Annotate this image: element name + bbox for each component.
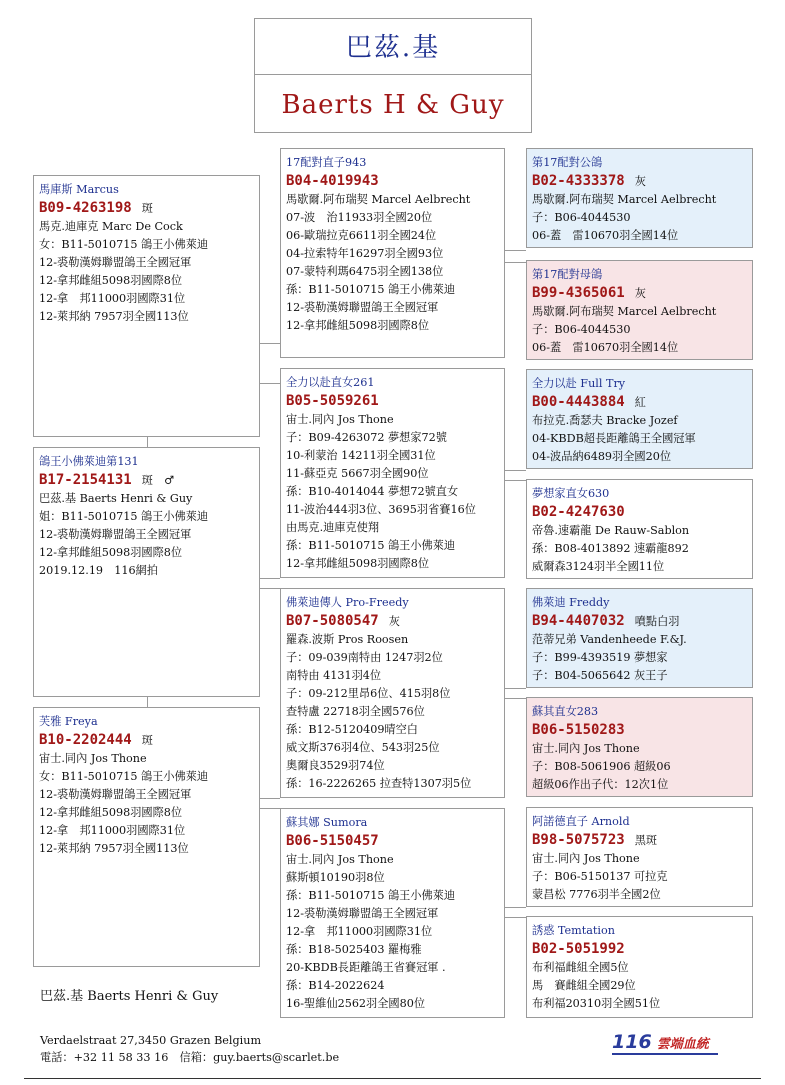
logo-number: 116 [612, 1031, 652, 1053]
info-line: 孫：B08-4013892 速霸龍892 [532, 542, 689, 555]
info-line: 子：B06-5150137 可拉克 [532, 870, 668, 883]
info-line: 馬 賽雌組全國29位 [532, 979, 636, 992]
connector-line [504, 480, 526, 481]
info-line: 馬克.迪庫克 Marc De Cock [39, 220, 183, 233]
info-line: 12-拿邦雌組5098羽國際8位 [286, 319, 430, 332]
ring-number: B99-4365061 [532, 285, 625, 301]
info-line: 宙士.同內 Jos Thone [532, 852, 640, 865]
connector-line [504, 250, 526, 251]
connector-line [259, 578, 280, 579]
ring-number-row [286, 392, 504, 411]
info-line: 07-蒙特利瑪6475羽全國138位 [286, 265, 444, 278]
info-line: 12-裘勒漢姆聯盟鴿王全國冠軍 [39, 528, 192, 541]
color-sex: 灰 [634, 287, 646, 300]
info-line: 巴茲.基 Baerts Henri & Guy [39, 492, 193, 505]
connector-line [259, 808, 280, 809]
bird-name: 佛萊迪傳人 Pro-Freedy [286, 596, 409, 609]
ring-number-row [286, 612, 504, 631]
connector-line [259, 343, 280, 344]
info-line: 羅森.波斯 Pros Roosen [286, 633, 409, 646]
info-line: 20-KBDB長距離鴿王省賽冠軍 . [286, 961, 446, 974]
info-line: 子：B99-4393519 夢想家 [532, 651, 668, 664]
ring-number-row [532, 172, 752, 191]
info-line: 04-KBDB超長距離鴿王全國冠軍 [532, 432, 696, 445]
info-line: 04-波品納6489羽全國20位 [532, 450, 672, 463]
bird-name: 馬庫斯 Marcus [39, 183, 119, 196]
bird-name: 誘惑 Temtation [532, 924, 615, 937]
info-line: 12-裘勒漢姆聯盟鴿王全國冠軍 [286, 301, 439, 314]
info-line: 孫：16-2226265 拉查特1307羽5位 [286, 777, 472, 790]
bird-name: 蘇其直女283 [532, 705, 599, 718]
header-name-en: Baerts H & Guy [281, 90, 505, 120]
info-line: 布利福雌組全國5位 [532, 961, 629, 974]
ring-number-row [39, 731, 259, 750]
info-line: 由馬克.迪庫克使翔 [286, 521, 380, 534]
info-line: 威爾森3124羽半全國11位 [532, 560, 665, 573]
connector-line [504, 470, 526, 471]
color-sex: 斑 [141, 734, 153, 747]
connector-line [504, 262, 526, 263]
connector-line [147, 697, 148, 707]
info-line: 蘇斯頓10190羽8位 [286, 871, 385, 884]
info-line: 蒙昌松 7776羽半全國2位 [532, 888, 661, 901]
color-sex: 紅 [634, 396, 646, 409]
ring-number: B02-5051992 [532, 941, 625, 957]
info-line: 12-拿邦雌組5098羽國際8位 [39, 274, 183, 287]
info-line: 06-歐瑞拉克6611羽全國24位 [286, 229, 437, 242]
ring-number: B02-4247630 [532, 504, 625, 520]
connector-line [504, 688, 526, 689]
info-line: 子：B04-5065642 灰王子 [532, 669, 668, 682]
breeder-name: 巴茲.基 Baerts Henri & Guy [40, 989, 219, 1004]
box-sire [33, 175, 260, 437]
ring-number: B00-4443884 [532, 394, 625, 410]
info-line: 帝魯.速霸龍 De Rauw-Sablon [532, 524, 690, 537]
info-line: 子：B06-4044530 [532, 323, 631, 336]
info-line: 宙士.同內 Jos Thone [286, 413, 394, 426]
color-sex: 灰 [634, 175, 646, 188]
connector-line [504, 917, 526, 918]
ring-number: B07-5080547 [286, 613, 379, 629]
ring-number-row [532, 612, 752, 631]
bird-name: 芙雅 Freya [39, 715, 98, 728]
bird-name: 17配對直子943 [286, 156, 367, 169]
ring-number: B10-2202444 [39, 732, 132, 748]
info-line: 女：B11-5010715 鴿王小佛萊迪 [39, 770, 209, 783]
info-line: 超級06作出子代：12次1位 [532, 778, 669, 791]
connector-line [259, 588, 280, 589]
bird-name: 阿諾德直子 Arnold [532, 815, 630, 828]
info-line: 女：B11-5010715 鴿王小佛萊迪 [39, 238, 209, 251]
info-line: 04-拉索特年16297羽全國93位 [286, 247, 444, 260]
info-line: 孫：B14-2022624 [286, 979, 385, 992]
info-line: 孫：B11-5010715 鴿王小佛萊迪 [286, 889, 456, 902]
ring-number: B05-5059261 [286, 393, 379, 409]
ring-number: B17-2154131 [39, 472, 132, 488]
box-sire-dam-sire [526, 369, 753, 469]
info-line: 11-蘇亞克 5667羽全國90位 [286, 467, 429, 480]
info-line: 南特由 4131羽4位 [286, 669, 382, 682]
connector-line [147, 437, 148, 447]
ring-number: B09-4263198 [39, 200, 132, 216]
connector-line [259, 798, 280, 799]
ring-number: B94-4407032 [532, 613, 625, 629]
ring-number: B02-4333378 [532, 173, 625, 189]
info-line: 2019.12.19 116網拍 [39, 564, 158, 577]
info-line: 子：B09-4263072 夢想家72號 [286, 431, 447, 444]
ring-number-row [286, 832, 504, 851]
info-line: 12-拿邦雌組5098羽國際8位 [286, 557, 430, 570]
info-line: 07-波 治11933羽全國20位 [286, 211, 433, 224]
ring-number-row [532, 940, 752, 959]
logo [612, 1031, 722, 1055]
box-dam-dam-dam [526, 916, 753, 1018]
bird-name: 佛萊迪 Freddy [532, 596, 610, 609]
box-sire-dam [280, 368, 505, 578]
color-sex: 灰 [388, 615, 400, 628]
info-line: 12-裘勒漢姆聯盟鴿王全國冠軍 [39, 256, 192, 269]
color-sex: 斑 [141, 202, 153, 215]
header-name-cn: 巴茲.基 [255, 19, 531, 75]
info-line: 06-蓋 雷10670羽全國14位 [532, 341, 679, 354]
info-line: 12-萊邦納 7957羽全國113位 [39, 310, 189, 323]
info-line: 姐：B11-5010715 鴿王小佛萊迪 [39, 510, 209, 523]
info-line: 奧爾良3529羽74位 [286, 759, 385, 772]
bird-name: 第17配對母鴿 [532, 268, 603, 281]
ring-number-row [39, 471, 259, 490]
info-line: 12-拿 邦11000羽國際31位 [39, 292, 186, 305]
info-line: 布利福20310羽全國51位 [532, 997, 661, 1010]
logo-underline [612, 1053, 718, 1055]
info-line: 子：B06-4044530 [532, 211, 631, 224]
info-line: 12-拿 邦11000羽國際31位 [39, 824, 186, 837]
info-line: 馬歇爾.阿布瑞契 Marcel Aelbrecht [532, 305, 717, 318]
color-sex: 斑 ♂ [141, 474, 175, 487]
ring-number: B04-4019943 [286, 173, 379, 189]
info-line: 孫：B11-5010715 鴿王小佛萊迪 [286, 539, 456, 552]
bird-name: 全力以赴 Full Try [532, 377, 626, 390]
info-line: 10-利蒙治 14211羽全國31位 [286, 449, 436, 462]
bird-name: 第17配對公鴿 [532, 156, 603, 169]
info-line: 12-裘勒漢姆聯盟鴿王全國冠軍 [286, 907, 439, 920]
info-line: 12-萊邦納 7957羽全國113位 [39, 842, 189, 855]
box-dam-sire-sire [526, 588, 753, 688]
bird-name: 夢想家直女630 [532, 487, 610, 500]
box-dam-sire-dam [526, 697, 753, 797]
ring-number-row [39, 199, 259, 218]
logo-text: 雲端血統 [656, 1037, 709, 1052]
info-line: 孫：B18-5025403 羅梅雅 [286, 943, 422, 956]
ring-number: B06-5150457 [286, 833, 379, 849]
box-dam-sire [280, 588, 505, 798]
bird-name: 蘇其娜 Sumora [286, 816, 368, 829]
box-dam-dam-sire [526, 807, 753, 907]
box-sire-dam-dam [526, 479, 753, 579]
info-line: 宙士.同內 Jos Thone [39, 752, 147, 765]
ring-number-row [532, 284, 752, 303]
info-line: 查特盧 22718羽全國576位 [286, 705, 425, 718]
info-line: 子：B08-5061906 超級06 [532, 760, 671, 773]
info-line: 范蒂兄弟 Vandenheede F.&J. [532, 633, 687, 646]
divider [24, 1078, 761, 1079]
info-line: 宙士.同內 Jos Thone [532, 742, 640, 755]
address: Verdaelstraat 27,3450 Grazen Belgium [40, 1034, 262, 1047]
contact: 電話：+32 11 58 33 16 信箱：guy.baerts@scarlet.be [40, 1051, 340, 1064]
info-line: 12-拿 邦11000羽國際31位 [286, 925, 433, 938]
info-line: 馬歇爾.阿布瑞契 Marcel Aelbrecht [532, 193, 717, 206]
connector-line [259, 383, 280, 384]
header-box [254, 18, 532, 133]
info-line: 16-聖維仙2562羽全國80位 [286, 997, 426, 1010]
info-line: 12-裘勒漢姆聯盟鴿王全國冠軍 [39, 788, 192, 801]
connector-line [504, 698, 526, 699]
ring-number: B98-5075723 [532, 832, 625, 848]
info-line: 馬歇爾.阿布瑞契 Marcel Aelbrecht [286, 193, 471, 206]
info-line: 孫：B10-4014044 夢想72號直女 [286, 485, 459, 498]
ring-number-row [532, 831, 752, 850]
info-line: 子：09-039南特由 1247羽2位 [286, 651, 443, 664]
info-line: 11-波治444羽3位、3695羽省賽16位 [286, 503, 476, 516]
info-line: 12-拿邦雌組5098羽國際8位 [39, 546, 183, 559]
info-line: 子：09-212里昂6位、415羽8位 [286, 687, 451, 700]
color-sex: 黑斑 [634, 834, 658, 847]
box-dam-dam [280, 808, 505, 1018]
ring-number: B06-5150283 [532, 722, 625, 738]
box-sire-sire-dam [526, 260, 753, 360]
ring-number-row [532, 393, 752, 412]
ring-number-row [532, 503, 752, 522]
info-line: 孫：B11-5010715 鴿王小佛萊迪 [286, 283, 456, 296]
color-sex: 噴點白羽 [634, 615, 680, 628]
connector-line [504, 907, 526, 908]
info-line: 威文斯376羽4位、543羽25位 [286, 741, 440, 754]
info-line: 12-拿邦雌組5098羽國際8位 [39, 806, 183, 819]
bird-name: 全力以赴直女261 [286, 376, 375, 389]
box-sire-sire [280, 148, 505, 358]
info-line: 布拉克.喬瑟夫 Bracke Jozef [532, 414, 678, 427]
box-dam [33, 707, 260, 967]
box-subject [33, 447, 260, 697]
ring-number-row [532, 721, 752, 740]
box-sire-sire-sire [526, 148, 753, 248]
info-line: 孫：B12-5120409晴空白 [286, 723, 418, 736]
info-line: 宙士.同內 Jos Thone [286, 853, 394, 866]
ring-number-row [286, 172, 504, 191]
bird-name: 鴿王小佛萊迪第131 [39, 455, 139, 468]
info-line: 06-蓋 雷10670羽全國14位 [532, 229, 679, 242]
